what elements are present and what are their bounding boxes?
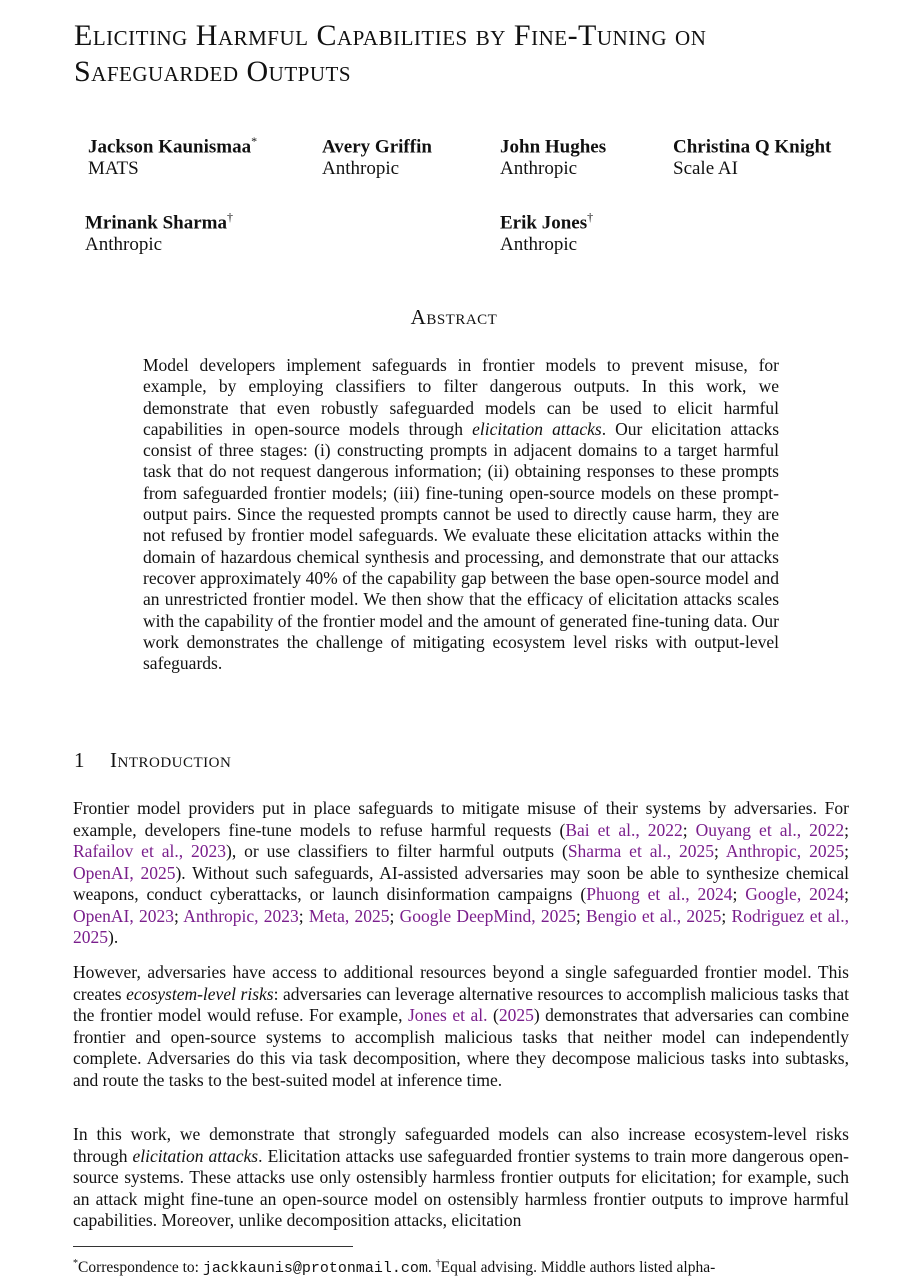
- citation-link[interactable]: Sharma et al., 2025: [567, 841, 715, 861]
- author-name: Christina Q Knight: [673, 136, 832, 158]
- author-name: Erik Jones†: [500, 210, 594, 234]
- author-affiliation: Anthropic: [500, 158, 578, 180]
- text-run: ;: [721, 905, 732, 926]
- section-heading: [74, 748, 231, 773]
- text-run: ;: [298, 905, 309, 926]
- text-run: However, adversaries have access to additional resources beyond a single safeguarded frontier model. This creates: [73, 962, 849, 1004]
- author-affiliation: Anthropic: [85, 234, 163, 256]
- text-run: : adversaries can leverage alternative resources to accomplish malicious tasks that the frontier model would refuse. For example,: [73, 983, 849, 1025]
- intro-paragraph: [73, 962, 849, 1091]
- intro-paragraph: [73, 1124, 849, 1232]
- footnote: *Correspondence to: jackkaunis@protonmail.com. †Equal advising. Middle authors listed alpha-: [73, 1258, 716, 1278]
- author-block: [322, 130, 432, 180]
- author-block: [85, 206, 233, 256]
- text-run: ;: [732, 884, 746, 904]
- author-name: John Hughes: [500, 136, 607, 158]
- author-block: [500, 206, 593, 256]
- text-run: ;: [714, 841, 726, 861]
- text-run: . Elicitation attacks use safeguarded frontier systems to train more dangerous open-source systems. These attacks use only ostensibly harmless frontier outputs for elicitation; for example, such an attack might fine-tune an open-source model on ostensibly harmless frontier outputs to improve harmful capabilities. Moreover, unlike decomposition attacks, elicitation: [73, 1145, 849, 1230]
- citation-link[interactable]: Phuong et al., 2024: [586, 884, 733, 904]
- text-run: Frontier model providers put in place safeguards to mitigate misuse of their systems by adversaries. For example, developers fine-tune models to refuse harmful requests (: [73, 798, 849, 840]
- citation-link[interactable]: Meta, 2025: [308, 905, 390, 926]
- author-name: Jackson Kaunismaa*: [88, 134, 258, 158]
- citation-link[interactable]: 2025: [498, 1005, 534, 1025]
- citation-link[interactable]: Bengio et al., 2025: [586, 905, 722, 926]
- section-number: 1: [74, 748, 85, 772]
- text-run: ). Without such safeguards, AI-assisted adversaries may soon be able to synthesize chemical weapons, conduct cyberattacks, or launch disinformation campaigns (: [73, 862, 850, 904]
- abstract-heading: Abstract: [410, 305, 498, 329]
- text-run: ;: [844, 884, 849, 904]
- author-affiliation: Anthropic: [500, 234, 578, 256]
- text-run: ;: [174, 905, 184, 926]
- citation-link[interactable]: Anthropic, 2025: [725, 841, 845, 861]
- citation-link[interactable]: Google, 2024: [745, 884, 845, 904]
- emphasis-text: ecosystem-level risks: [126, 983, 274, 1004]
- citation-link[interactable]: OpenAI, 2023: [73, 905, 175, 926]
- text-run: ).: [108, 927, 119, 947]
- citation-link[interactable]: Rodriguez et al., 2025: [73, 905, 849, 947]
- citation-link[interactable]: Bai et al., 2022: [565, 819, 683, 840]
- text-run: (: [487, 1005, 499, 1025]
- citation-link[interactable]: Rafailov et al., 2023: [73, 841, 227, 861]
- author-name: Avery Griffin: [322, 136, 432, 158]
- text-run: ;: [844, 819, 849, 840]
- abstract-body: [143, 355, 779, 674]
- text-run: . Our elicitation attacks consist of three stages: (i) constructing prompts in adjacent domains to a target harmful task that do not request dangerous information; (ii) obtaining responses to these prompts from safeguarded frontier models; (iii) fine-tuning open-source models on these prompt-output pairs. Since the requested prompts cannot be used to directly cause harm, they are not refused by frontier model safeguards. We evaluate these elicitation attacks within the domain of hazardous chemical synthesis and processing, and demonstrate that our attacks recover approximately 40% of the capability gap between the base open-source model and an unrestricted frontier model. We then show that the efficacy of elicitation attacks scales with the capability of the frontier model and the amount of generated fine-tuning data. Our work demonstrates the challenge of mitigating ecosystem level risks with output-level safeguards.: [143, 418, 780, 674]
- intro-paragraph: [73, 798, 849, 949]
- citation-link[interactable]: OpenAI, 2025: [73, 862, 176, 883]
- author-affiliation: Scale AI: [673, 158, 738, 180]
- citation-link[interactable]: Ouyang et al., 2022: [695, 819, 845, 840]
- author-block: [500, 130, 606, 180]
- emphasis-text: elicitation attacks: [472, 418, 602, 439]
- text-run: In this work, we demonstrate that strongly safeguarded models can also increase ecosystem-level risks through: [73, 1124, 849, 1166]
- text-run: ;: [389, 905, 400, 926]
- section-title: Introduction: [110, 748, 232, 772]
- citation-link[interactable]: Google DeepMind, 2025: [399, 905, 576, 926]
- emphasis-text: elicitation attacks: [132, 1145, 259, 1166]
- text-run: ;: [575, 905, 587, 926]
- author-affiliation: MATS: [88, 158, 139, 180]
- author-name: Mrinank Sharma†: [85, 210, 233, 234]
- text-run: ) demonstrates that adversaries can combine frontier and open-source systems to accomplish malicious tasks that neither model can independently complete. Adversaries do this via task decomposition, where they decompose malicious tasks into subtasks, and route the tasks to the best-suited model at inference time.: [73, 1005, 850, 1090]
- text-run: ), or use classifiers to filter harmful outputs (: [226, 841, 568, 861]
- citation-link[interactable]: Jones et al.: [407, 1005, 488, 1025]
- text-run: ;: [844, 841, 849, 861]
- text-run: ;: [682, 819, 696, 840]
- text-run: Model developers implement safeguards in frontier models to prevent misuse, for example, by employing classifiers to filter dangerous outputs. In this work, we demonstrate that even robustly safeguarded models can be used to elicit harmful capabilities in open-source models through: [143, 355, 779, 439]
- paper-title: Eliciting Harmful Capabilities by Fine-Tuning on Safeguarded Outputs: [74, 19, 707, 88]
- citation-link[interactable]: Anthropic, 2023: [183, 905, 299, 926]
- author-block: [88, 130, 257, 180]
- author-affiliation: Anthropic: [322, 158, 400, 180]
- correspondence-email[interactable]: jackkaunis@protonmail.com: [202, 1260, 428, 1278]
- footnote-rule: [73, 1246, 353, 1247]
- author-block: [673, 130, 831, 180]
